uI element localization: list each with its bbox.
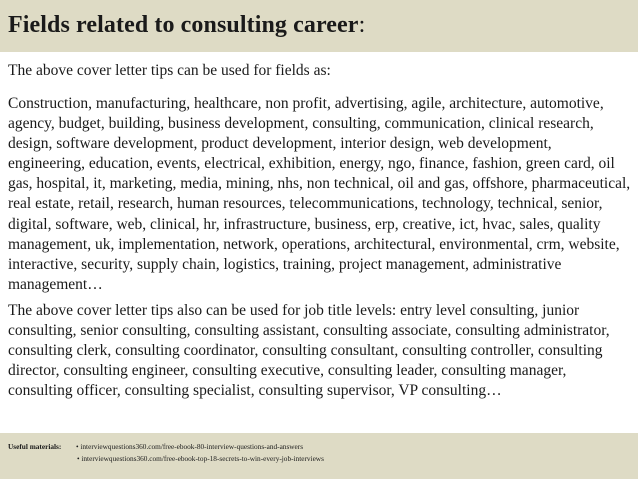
useful-materials-label: Useful materials: — [8, 442, 62, 451]
slide-title — [8, 12, 365, 39]
title-bar — [0, 0, 638, 52]
footer-row — [8, 442, 303, 451]
footer-bar — [0, 433, 638, 479]
slide-title-colon: : — [358, 12, 366, 38]
footer-link-ebook-80-questions[interactable]: • interviewquestions360.com/free-ebook-80-interview-questions-and-answers — [76, 442, 304, 451]
footer-row — [77, 454, 324, 463]
footer-link-ebook-18-secrets[interactable]: • interviewquestions360.com/free-ebook-top-18-secrets-to-win-every-job-interviews — [77, 454, 324, 463]
slide-title-text: Fields related to consulting career — [8, 12, 359, 38]
intro-text: The above cover letter tips can be used for fields as: — [8, 62, 331, 79]
job-levels-paragraph: The above cover letter tips also can be used for job title levels: entry level consulting, junior consulting, senior consulting, consulting assistant, consulting associate, consulting administrator, consulting clerk, consulting coordinator, consulting consultant, consulting controller, consulting director, consulting engineer, consulting executive, consulting leader, consulting manager, consulting officer, consulting specialist, consulting supervisor, VP consulting… — [8, 302, 610, 400]
fields-paragraph: Construction, manufacturing, healthcare, non profit, advertising, agile, architecture, automotive, agency, budget, building, business development, consulting, communication, clinical research, design, software development, product development, interior design, web development, engineering, education, events, electrical, exhibition, energy, ngo, finance, fashion, green card, oil gas, hospital, it, marketing, media, mining, nhs, non technical, oil and gas, offshore, pharmaceutical, real estate, retail, research, human resources, telecommunications, technology, technical, senior, digital, software, web, clinical, hr, infrastructure, business, erp, creative, ict, hvac, sales, quality management, uk, implementation, network, operations, architectural, environmental, crm, website, interactive, security, supply chain, logistics, training, project management, administrative management… — [8, 95, 631, 293]
